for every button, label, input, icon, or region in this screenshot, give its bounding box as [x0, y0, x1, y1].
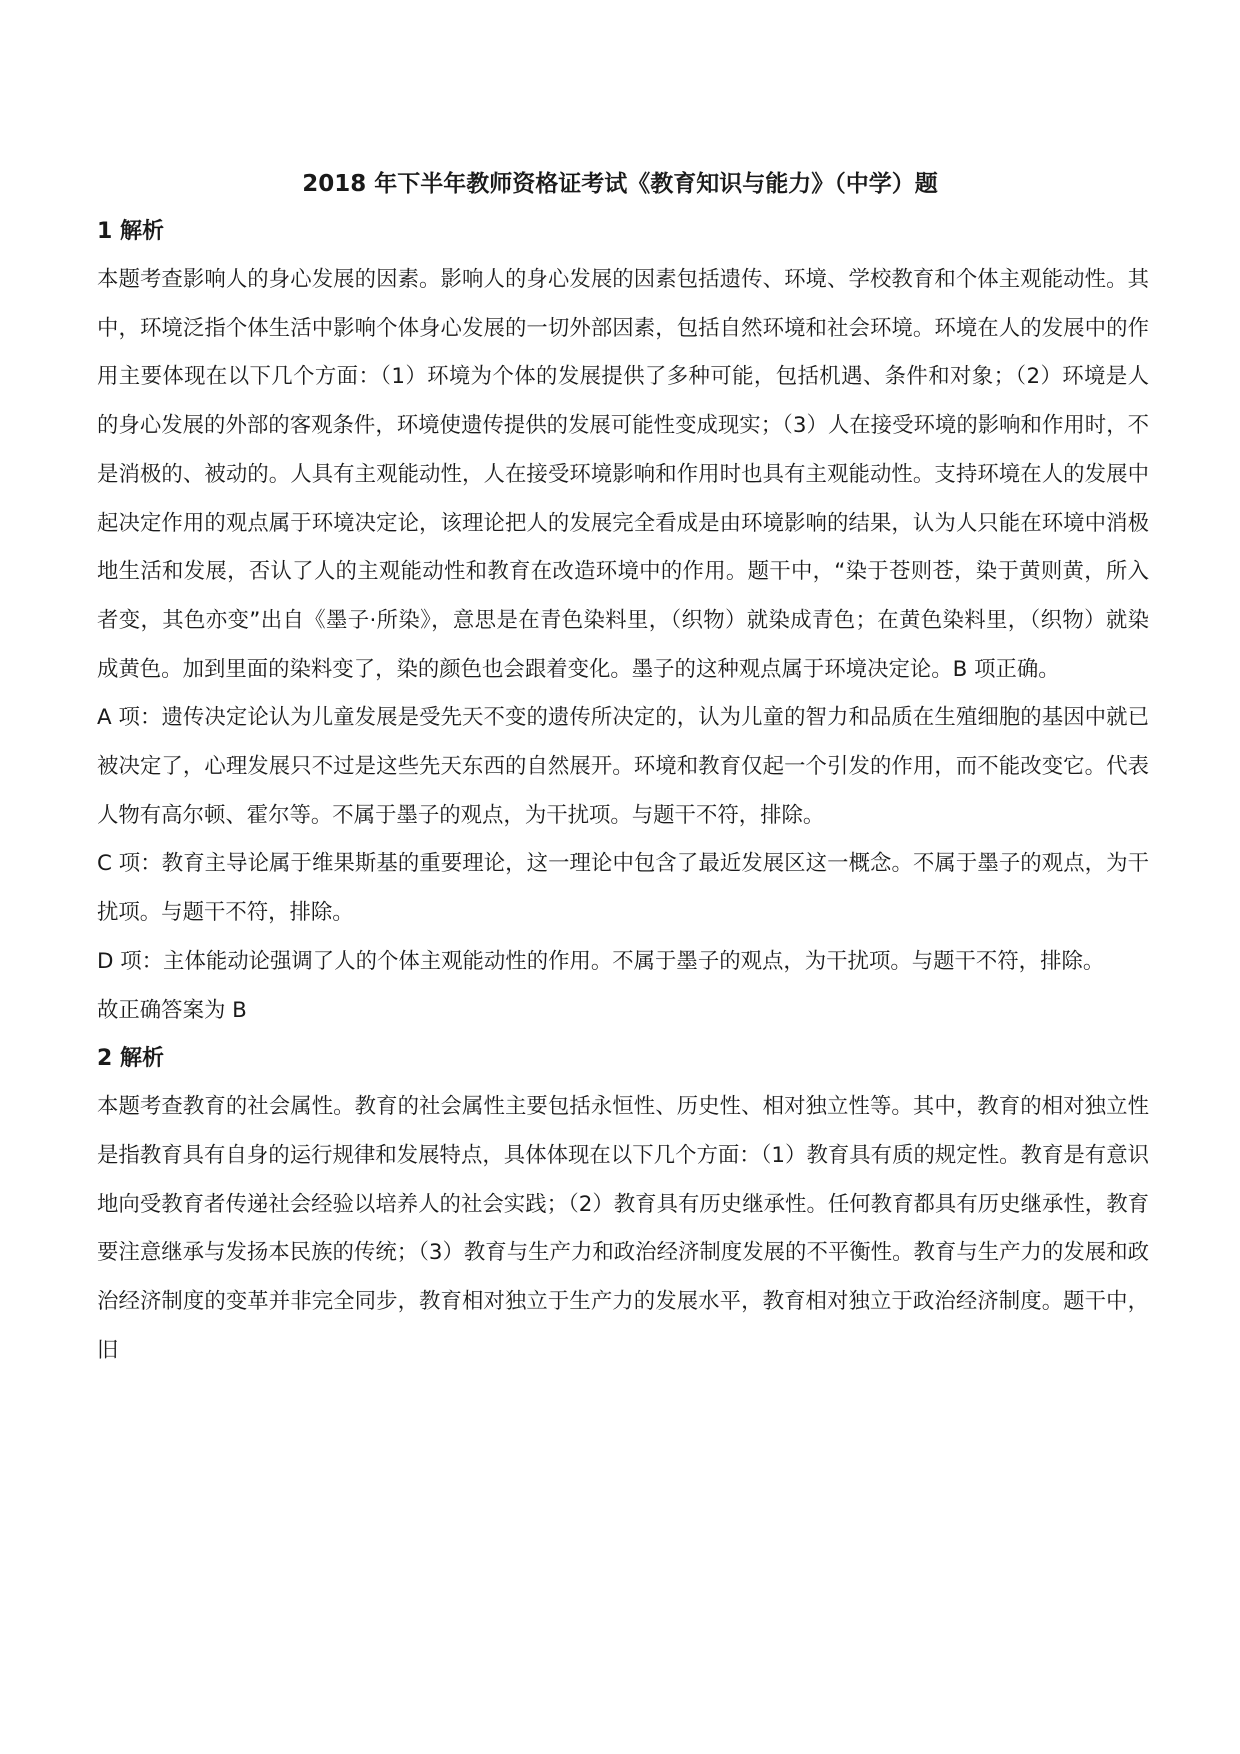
section-heading: 2 解析: [97, 1046, 164, 1072]
paragraph: D 项：主体能动论强调了人的个体主观能动性的作用。不属于墨子的观点，为干扰项。与题干不符，排除。: [97, 948, 1105, 974]
paragraph: 本题考查影响人的身心发展的因素。影响人的身心发展的因素包括遗传、环境、学校教育和个体主观能动性。其中，环境泛指个体生活中影响个体身心发展的一切外部因素，包括自然环境和社会环境。环境在人的发展中的作用主要体现在以下几个方面：（1）环境为个体的发展提供了多种可能，包括机遇、条件和对象；（2）环境是人的身心发展的外部的客观条件，环境使遗传提供的发展可能性变成现实；（3）人在接受环境的影响和作用时，不是消极的、被动的。人具有主观能动性，人在接受环境影响和作用时也具有主观能动性。支持环境在人的发展中起决定作用的观点属于环境决定论，该理论把人的发展完全看成是由环境影响的结果，认为人只能在环境中消极地生活和发展，否认了人的主观能动性和教育在改造环境中的作用。题干中，“染于苍则苍，染于黄则黄，所入者变，其色亦变”出自《墨子·所染》，意思是在青色染料里，（织物）就染成青色；在黄色染料里，（织物）就染成黄色。加到里面的染料变了，染的颜色也会跟着变化。墨子的这种观点属于环境决定论。B 项正确。: [97, 267, 1149, 682]
paragraph: 本题考查教育的社会属性。教育的社会属性主要包括永恒性、历史性、相对独立性等。其中，教育的相对独立性是指教育具有自身的运行规律和发展特点，具体体现在以下几个方面：（1）教育具有质的规定性。教育是有意识地向受教育者传递社会经验以培养人的社会实践；（2）教育具有历史继承性。任何教育都具有历史继承性，教育要注意继承与发扬本民族的传统；（3）教育与生产力和政治经济制度发展的不平衡性。教育与生产力的发展和政治经济制度的变革并非完全同步，教育相对独立于生产力的发展水平，教育相对独立于政治经济制度。题干中，旧: [97, 1094, 1149, 1363]
analysis-section-2: [97, 1035, 1149, 1375]
section-heading: 1 解析: [97, 219, 164, 244]
answer-line: 故正确答案为 B: [97, 997, 247, 1023]
paragraph: C 项：教育主导论属于维果斯基的重要理论，这一理论中包含了最近发展区这一概念。不属于墨子的观点，为干扰项。与题干不符，排除。: [97, 851, 1149, 926]
paragraph: A 项：遗传决定论认为儿童发展是受先天不变的遗传所决定的，认为儿童的智力和品质在生殖细胞的基因中就已被决定了，心理发展只不过是这些先天东西的自然展开。环境和教育仅起一个引发的作用，而不能改变它。代表人物有高尔顿、霍尔等。不属于墨子的观点，为干扰项。与题干不符，排除。: [97, 705, 1149, 828]
document-body: [97, 208, 1149, 1375]
analysis-section-1: [97, 208, 1149, 1035]
document-title: 2018 年下半年教师资格证考试《教育知识与能力》（中学）题: [302, 171, 938, 197]
